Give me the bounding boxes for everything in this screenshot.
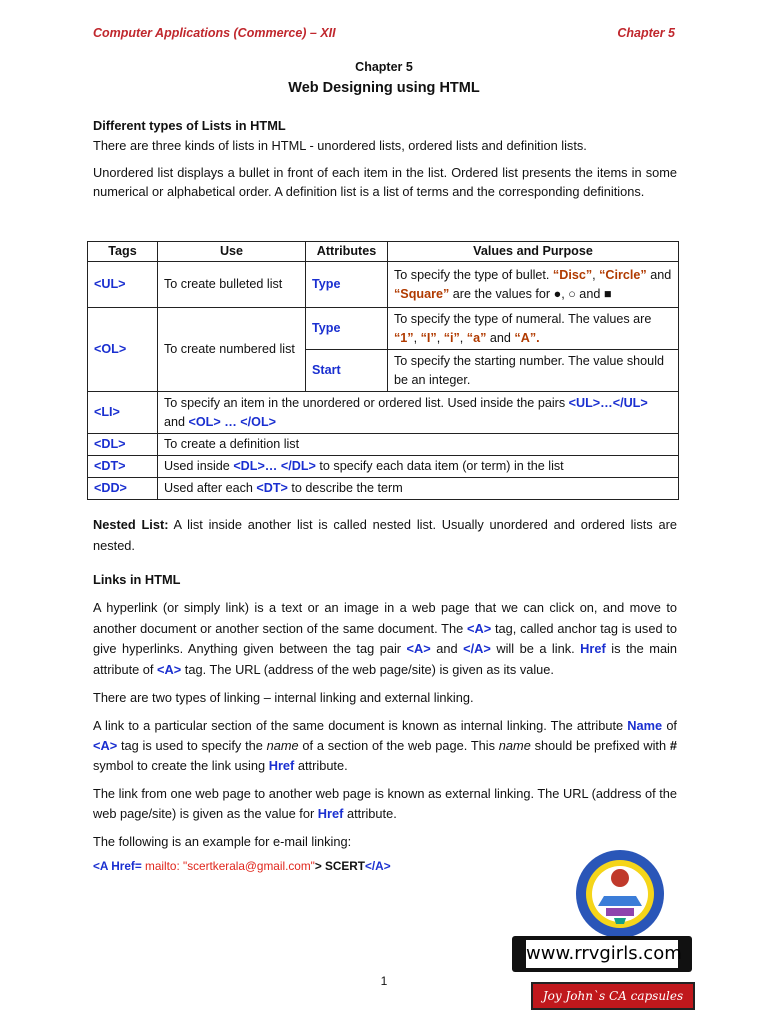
col-header-values: Values and Purpose xyxy=(388,242,679,262)
chapter-label: Chapter 5 xyxy=(355,60,413,74)
cell-attr-ul-type: Type xyxy=(306,262,388,308)
value-square: “Square” xyxy=(394,286,450,301)
value-circle: “Circle” xyxy=(599,267,647,282)
table-row-ol-type xyxy=(88,308,679,350)
text-run: A list inside another list is called nested list. Usually unordered and ordered lists are nested. xyxy=(93,517,677,553)
cell-tag-ul: <UL> xyxy=(88,262,158,308)
cell-values-ul xyxy=(388,262,679,308)
hash-symbol: # xyxy=(669,738,677,753)
text-run: To specify the type of bullet. xyxy=(394,267,553,282)
col-header-attributes: Attributes xyxy=(306,242,388,262)
text-run: tag. The URL (address of the web page/site) is given as its value. xyxy=(181,661,554,677)
links-para-1 xyxy=(93,598,677,680)
links-para-4 xyxy=(93,784,677,824)
tag-run: <DL>… </DL> xyxy=(233,459,316,473)
section-links xyxy=(93,570,677,884)
text-run: , xyxy=(459,330,467,345)
text-run: tag, called anchor tag is used to give hyperlinks. Anything given between the tag pair xyxy=(93,620,678,656)
table-row-ul xyxy=(88,262,679,308)
text-run: is the main attribute of xyxy=(93,641,678,677)
tag-run: </A> xyxy=(463,641,491,656)
text-run: will be a link. xyxy=(490,641,581,656)
cell-tag-dd: <DD> xyxy=(88,478,158,500)
running-header xyxy=(93,26,675,42)
italic-name: name xyxy=(266,738,299,753)
page-number: 1 xyxy=(380,974,388,988)
links-para-2: There are two types of linking – internal linking and external linking. xyxy=(93,690,474,705)
italic-name: name xyxy=(498,738,531,753)
cell-tag-dl: <DL> xyxy=(88,434,158,456)
table-row-dt xyxy=(88,456,679,478)
lists-para-2: Unordered list displays a bullet in front of each item in the list. Ordered list presents the items in some numerical or alphabetical order. A definition list is a list of terms and the corresponding definitions. xyxy=(93,165,677,199)
table-row-li xyxy=(88,392,679,434)
value-1: “1” xyxy=(394,330,414,345)
table-row-dl xyxy=(88,434,679,456)
text-run: are the values for ●, ○ and ■ xyxy=(449,286,612,301)
text-run: to describe the term xyxy=(287,481,403,495)
tag-run: <UL>…</UL> xyxy=(568,395,648,410)
cell-desc-li xyxy=(158,392,679,434)
tag-run: <A Href= xyxy=(93,859,142,873)
table-row-dd xyxy=(88,478,679,500)
cell-desc-dt xyxy=(158,456,679,478)
cell-desc-dl: To create a definition list xyxy=(158,434,679,456)
text-run: A hyperlink (or simply link) is a text or an image in a web page that we can click on, and move to another document or another section of the same document. The xyxy=(93,600,677,636)
table-header-row xyxy=(88,242,679,262)
value-disc: “Disc” xyxy=(552,267,593,282)
text-run: symbol to create the link using xyxy=(93,758,269,773)
href-word: Href xyxy=(317,806,344,821)
tag-run: <OL> … </OL> xyxy=(188,414,277,429)
section-nested xyxy=(93,514,677,564)
text-run: of a section of the web page. This xyxy=(298,738,499,753)
header-left: Computer Applications (Commerce) – XII xyxy=(93,26,336,40)
text-run: should be prefixed with xyxy=(530,738,670,753)
nested-label: Nested List: xyxy=(93,517,169,532)
text-run: Used inside xyxy=(164,459,234,473)
value-I: “I” xyxy=(420,330,437,345)
section-lists xyxy=(93,116,677,209)
links-heading: Links in HTML xyxy=(93,572,181,587)
tag-close-bracket: > xyxy=(314,859,322,873)
cell-tag-dt: <DT> xyxy=(88,456,158,478)
school-emblem-icon xyxy=(554,848,686,940)
cell-attr-ol-start: Start xyxy=(306,350,388,392)
value-A: “A”. xyxy=(514,330,540,345)
value-i: “i” xyxy=(443,330,460,345)
text-run: and xyxy=(430,641,464,656)
col-header-tags: Tags xyxy=(88,242,158,262)
cell-tag-li: <LI> xyxy=(88,392,158,434)
value-a: “a” xyxy=(466,330,487,345)
name-word: Name xyxy=(627,718,663,733)
text-run: of xyxy=(662,718,677,733)
text-run: and xyxy=(164,414,189,429)
text-run: tag is used to specify the xyxy=(117,738,267,753)
watermark-caption: Joy John`s CA capsules xyxy=(531,982,695,1010)
href-word: Href xyxy=(268,758,295,773)
text-run: A link to a particular section of the same document is known as internal linking. The attribute xyxy=(93,718,628,733)
links-para-3 xyxy=(93,716,677,776)
text-run: to specify each data item (or term) in the list xyxy=(315,459,564,473)
text-run: , xyxy=(436,330,444,345)
cell-use-ul: To create bulleted list xyxy=(158,262,306,308)
lists-heading: Different types of Lists in HTML xyxy=(93,118,286,133)
link-text: SCERT xyxy=(321,859,366,873)
cell-attr-ol-type: Type xyxy=(306,308,388,350)
watermark-banner xyxy=(512,936,692,972)
tag-run: <A> xyxy=(406,641,431,656)
text-run: Used after each xyxy=(164,481,257,495)
text-run: , xyxy=(413,330,421,345)
text-run: To specify an item in the unordered or ordered list. Used inside the pairs xyxy=(164,395,569,410)
lists-para-1: There are three kinds of lists in HTML - unordered lists, ordered lists and definition lists. xyxy=(93,138,587,153)
href-word: Href xyxy=(580,641,606,656)
tag-run: </A> xyxy=(365,859,391,873)
cell-tag-ol: <OL> xyxy=(88,308,158,392)
text-run: and xyxy=(646,267,672,282)
tag-run: <A> xyxy=(93,738,118,753)
tag-run: <A> xyxy=(467,620,492,636)
tag-run: <DT> xyxy=(256,481,288,495)
cell-values-ol-type xyxy=(388,308,679,350)
watermark-site: www.rrvgirls.com xyxy=(526,940,678,968)
text-run: , xyxy=(592,267,600,282)
cell-use-ol: To create numbered list xyxy=(158,308,306,392)
cell-values-ol-start: To specify the starting number. The value should be an integer. xyxy=(388,350,679,392)
tag-run: <A> xyxy=(157,661,182,677)
text-run: To specify the type of numeral. The values are xyxy=(394,311,652,326)
nested-para xyxy=(93,514,677,556)
col-header-use: Use xyxy=(158,242,306,262)
text-run: and xyxy=(486,330,515,345)
links-para-5: The following is an example for e-mail linking: xyxy=(93,834,352,849)
text-run: attribute. xyxy=(343,806,397,821)
header-right: Chapter 5 xyxy=(617,26,675,40)
cell-desc-dd xyxy=(158,478,679,500)
text-run: attribute. xyxy=(294,758,348,773)
page-title: Web Designing using HTML xyxy=(288,80,480,96)
mailto-value: mailto: "scertkerala@gmail.com" xyxy=(141,859,315,873)
text-run: The link from one web page to another web page is known as external linking. The URL (address of the web page/site) is given as the value for xyxy=(93,786,678,821)
list-tags-table xyxy=(87,241,679,500)
